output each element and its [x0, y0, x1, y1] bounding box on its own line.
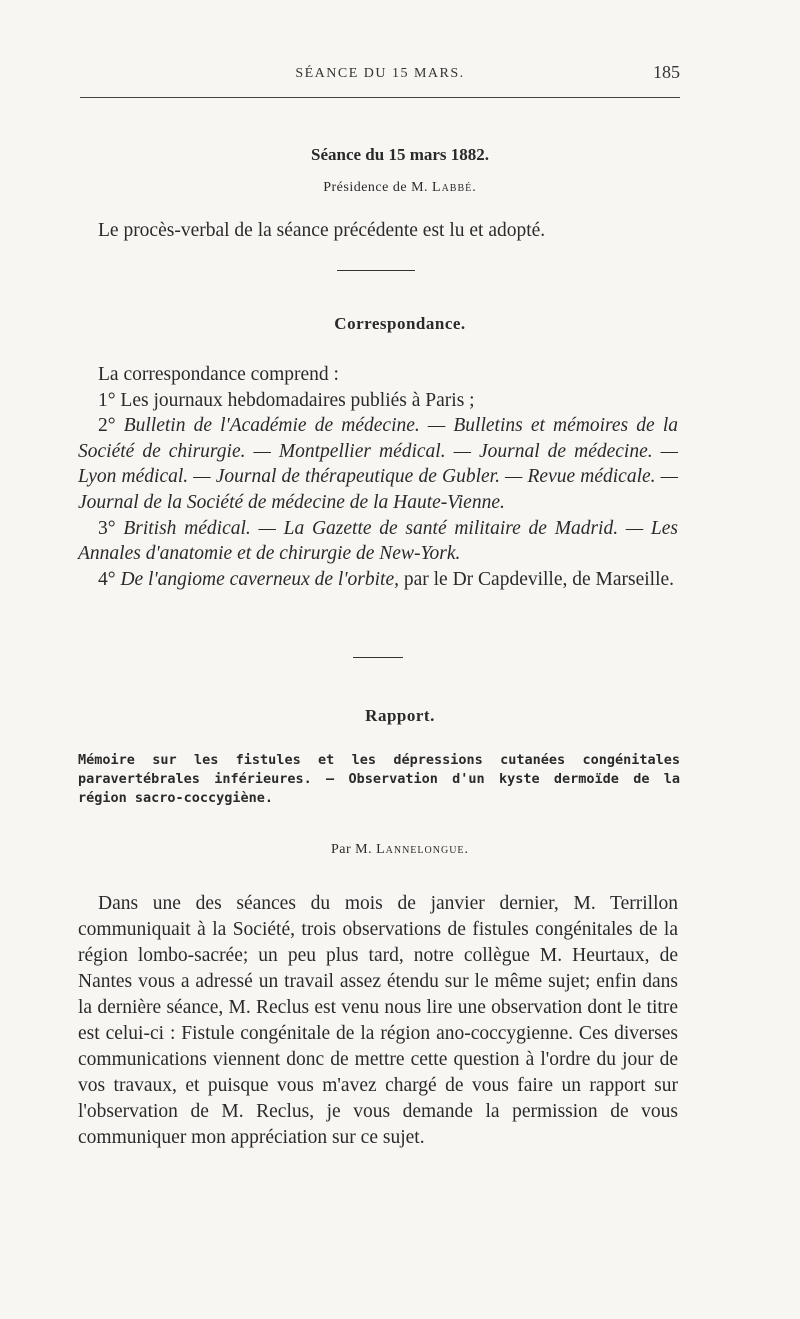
author-line [0, 842, 800, 858]
section-divider [337, 270, 415, 271]
running-head: SÉANCE DU 15 MARS. [295, 66, 465, 81]
memoire-title: Mémoire sur les fistules et les dépressions cutanées congénitales paravertébrales inférieures. — Observation d'un kyste dermoïde de la région sacro-coccygiène. [78, 752, 680, 806]
rapport-heading: Rapport. [365, 706, 435, 725]
item-4-number: 4° [98, 568, 116, 590]
rapport-paragraph: Dans une des séances du mois de janvier dernier, M. Terrillon communiquait à la Société, trois observations de fistules congénitales de la région lombo-sacrée; un peu plus tard, notre collègue M. Heurtaux, de Nantes vous a adressé un travail assez étendu sur le même sujet; enfin dans la dernière séance, M. Reclus est venu nous lire une observation dont le titre est celui-ci : Fistule congénitale de la région ano-coccygienne. Ces diverses communications viennent donc de mettre cette question à l'ordre du jour de vos travaux, et puisque vous m'avez chargé de vous faire un rapport sur l'observation de M. Reclus, je vous demande la permission de vous communiquer mon appréciation sur ce sujet. [78, 893, 678, 1148]
presidence-prefix: Présidence de M. [323, 180, 429, 195]
correspondance-intro: La correspondance comprend : [98, 364, 339, 385]
item-2-number: 2° [98, 415, 116, 437]
rapport-body [78, 891, 678, 1151]
correspondance-item-1: 1° Les journaux hebdomadaires publiés à Paris ; [98, 389, 475, 411]
correspondance-item-2 [78, 413, 678, 515]
page-number: 185 [653, 62, 680, 82]
header-rule [80, 97, 680, 98]
seance-title: Séance du 15 mars 1882. [310, 145, 490, 164]
author-name: Lannelongue. [376, 842, 470, 857]
item-4-rest: par le Dr Capdeville, de Marseille. [403, 568, 675, 590]
presidence-name: Labbé. [432, 180, 477, 195]
proces-verbal: Le procès-verbal de la séance précédente est lu et adopté. [98, 220, 546, 241]
item-3-number: 3° [98, 517, 116, 539]
item-2-text: Bulletin de l'Académie de médecine. — Bulletins et mémoires de la Société de chirurgie. — Montpellier médical. — Journal de médecine. — Lyon médical. — Journal de thérapeutique de Gubler. — Revue médicale. — Journal de la Société de médecine de la Haute-Vienne. [78, 415, 678, 513]
correspondance-item-4 [78, 567, 678, 593]
correspondance-heading: Correspondance. [334, 314, 466, 333]
item-4-title: De l'angiome caverneux de l'orbite, [120, 568, 399, 590]
section-divider [353, 657, 403, 658]
correspondance-item-3 [78, 516, 678, 567]
presidence-line [0, 180, 800, 196]
correspondance-list [78, 362, 678, 592]
item-3-text: British médical. — La Gazette de santé militaire de Madrid. — Les Annales d'anatomie et de chirurgie de New-York. [78, 517, 679, 565]
author-prefix: Par M. [330, 842, 373, 857]
